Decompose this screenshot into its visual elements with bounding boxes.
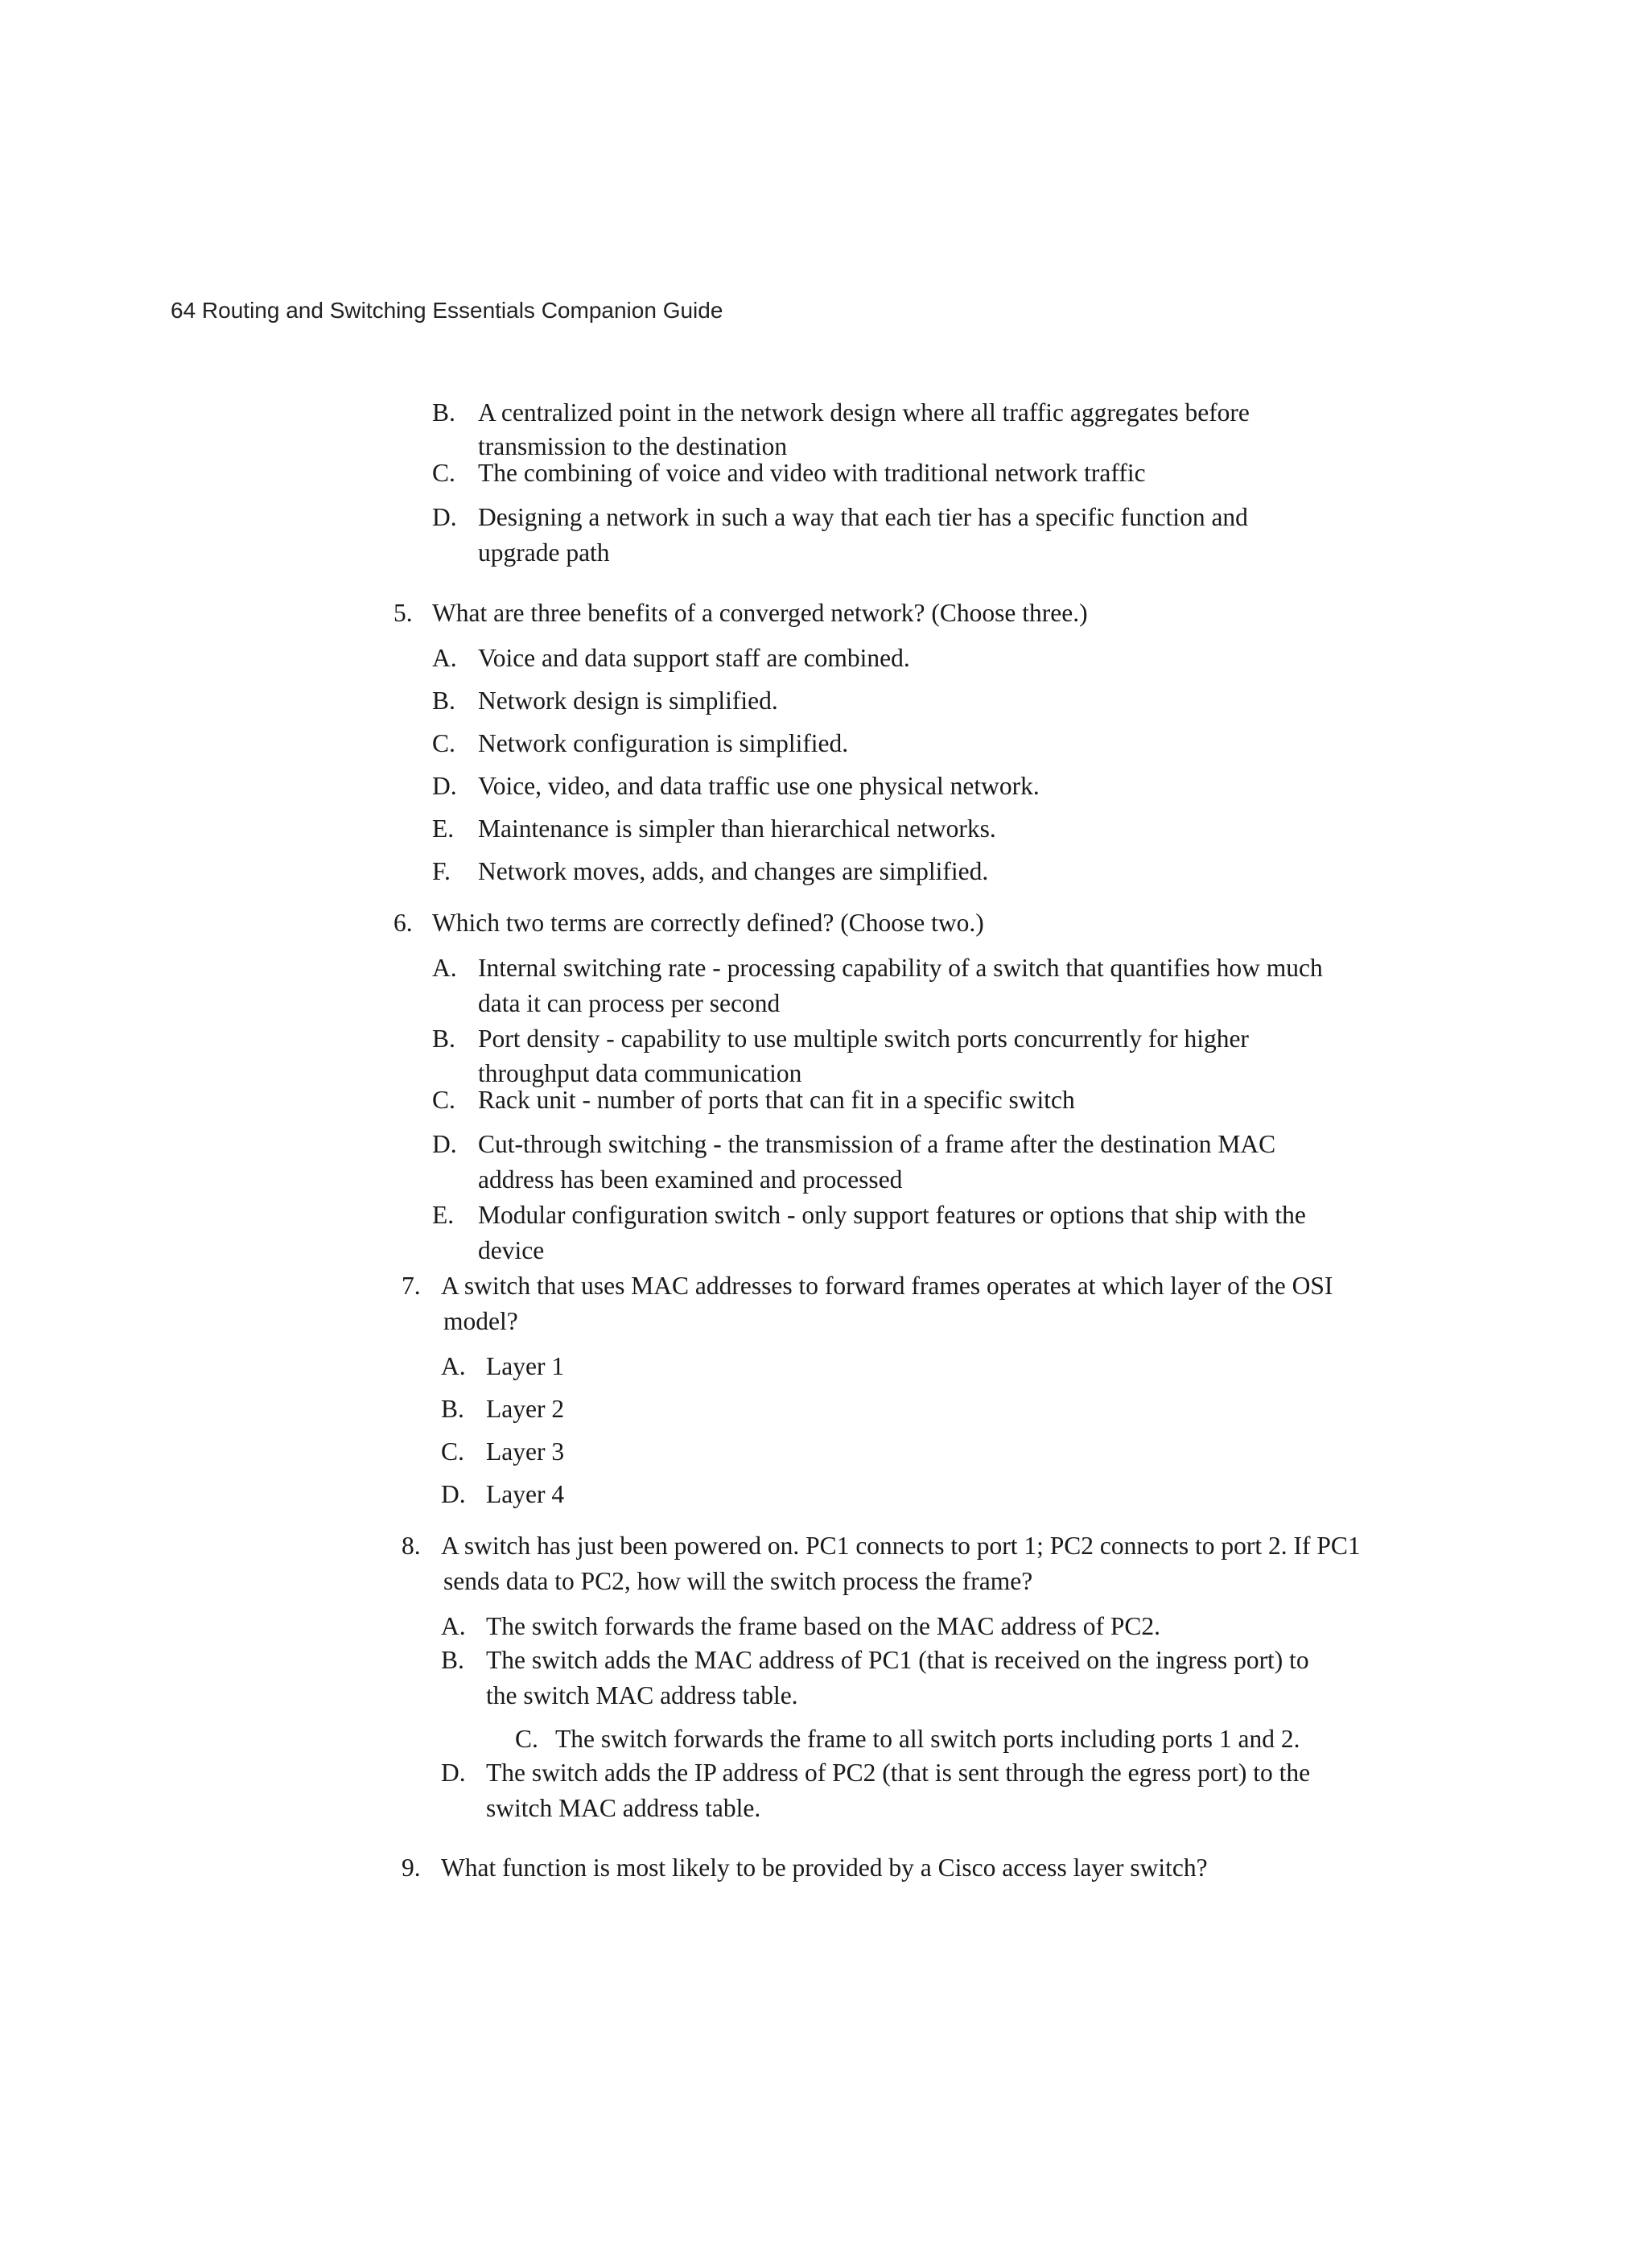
q6-option-a-line2: data it can process per second bbox=[478, 989, 781, 1017]
q6-option-c-letter: C. bbox=[432, 1086, 455, 1114]
q7-option-b-letter: B. bbox=[441, 1395, 464, 1423]
q6-option-a-line1: Internal switching rate - processing capability of a switch that quantifies how much bbox=[478, 954, 1323, 982]
q4-option-b-letter: B. bbox=[432, 398, 455, 427]
q5-option-c-text: Network configuration is simplified. bbox=[478, 729, 849, 757]
q5-option-e-text: Maintenance is simpler than hierarchical networks. bbox=[478, 814, 996, 843]
q7-option-a-text: Layer 1 bbox=[486, 1352, 565, 1380]
q7-question-line2: model? bbox=[443, 1307, 518, 1335]
q8-option-d-line2: switch MAC address table. bbox=[486, 1794, 761, 1822]
q5-option-d-text: Voice, video, and data traffic use one physical network. bbox=[478, 772, 1040, 800]
q7-option-c-letter: C. bbox=[441, 1437, 464, 1466]
q6-question: Which two terms are correctly defined? (Choose two.) bbox=[432, 909, 984, 937]
q4-option-d-line2: upgrade path bbox=[478, 538, 610, 567]
q4-option-b-line1: A centralized point in the network design where all traffic aggregates before bbox=[478, 398, 1250, 427]
q8-question-line2: sends data to PC2, how will the switch process the frame? bbox=[443, 1567, 1033, 1595]
q6-option-e-line1: Modular configuration switch - only support features or options that ship with the bbox=[478, 1201, 1306, 1229]
q7-option-a-letter: A. bbox=[441, 1352, 466, 1380]
q6-option-a-letter: A. bbox=[432, 954, 457, 982]
q6-option-d-line2: address has been examined and processed bbox=[478, 1165, 903, 1194]
q9-number: 9. bbox=[402, 1854, 421, 1882]
q4-option-d-line1: Designing a network in such a way that each tier has a specific function and bbox=[478, 503, 1248, 531]
q6-option-c-text: Rack unit - number of ports that can fit in a specific switch bbox=[478, 1086, 1075, 1114]
q8-option-a-letter: A. bbox=[441, 1612, 466, 1640]
q8-option-b-line1: The switch adds the MAC address of PC1 (that is received on the ingress port) to bbox=[486, 1646, 1309, 1674]
q8-option-c-letter: C. bbox=[515, 1725, 538, 1753]
q7-option-c-text: Layer 3 bbox=[486, 1437, 565, 1466]
q4-option-d-letter: D. bbox=[432, 503, 457, 531]
q7-option-d-letter: D. bbox=[441, 1480, 466, 1508]
q5-option-b-text: Network design is simplified. bbox=[478, 687, 778, 715]
q6-number: 6. bbox=[393, 909, 413, 937]
q4-option-b-line2: transmission to the destination bbox=[478, 432, 788, 460]
q5-option-a-text: Voice and data support staff are combined. bbox=[478, 644, 910, 672]
q4-option-c-text: The combining of voice and video with traditional network traffic bbox=[478, 459, 1146, 487]
q6-option-e-letter: E. bbox=[432, 1201, 455, 1229]
q6-option-d-line1: Cut-through switching - the transmission of a frame after the destination MAC bbox=[478, 1130, 1276, 1158]
q5-option-f-text: Network moves, adds, and changes are simplified. bbox=[478, 857, 989, 885]
q5-option-d-letter: D. bbox=[432, 772, 457, 800]
q8-option-d-line1: The switch adds the IP address of PC2 (that is sent through the egress port) to the bbox=[486, 1759, 1311, 1787]
q6-option-b-line1: Port density - capability to use multiple switch ports concurrently for higher bbox=[478, 1025, 1249, 1053]
q5-question: What are three benefits of a converged network? (Choose three.) bbox=[432, 599, 1088, 627]
q8-option-c-text: The switch forwards the frame to all switch ports including ports 1 and 2. bbox=[555, 1725, 1300, 1753]
q9-question: What function is most likely to be provided by a Cisco access layer switch? bbox=[441, 1854, 1208, 1882]
q7-option-b-text: Layer 2 bbox=[486, 1395, 565, 1423]
q5-option-e-letter: E. bbox=[432, 814, 455, 843]
running-head: 64 Routing and Switching Essentials Companion Guide bbox=[171, 298, 723, 323]
q8-question-line1: A switch has just been powered on. PC1 connects to port 1; PC2 connects to port 2. If PC1 bbox=[441, 1532, 1361, 1560]
q7-question-line1: A switch that uses MAC addresses to forward frames operates at which layer of the OSI bbox=[441, 1272, 1333, 1300]
q6-option-d-letter: D. bbox=[432, 1130, 457, 1158]
q8-option-d-letter: D. bbox=[441, 1759, 466, 1787]
q5-option-f-letter: F. bbox=[432, 857, 451, 885]
q6-option-b-line2: throughput data communication bbox=[478, 1059, 802, 1087]
q5-option-c-letter: C. bbox=[432, 729, 455, 757]
q6-option-e-line2: device bbox=[478, 1236, 545, 1264]
q5-option-a-letter: A. bbox=[432, 644, 457, 672]
q5-number: 5. bbox=[393, 599, 413, 627]
q7-number: 7. bbox=[402, 1272, 421, 1300]
q4-option-c-letter: C. bbox=[432, 459, 455, 487]
q8-option-a-text: The switch forwards the frame based on the MAC address of PC2. bbox=[486, 1612, 1161, 1640]
q8-option-b-letter: B. bbox=[441, 1646, 464, 1674]
q8-option-b-line2: the switch MAC address table. bbox=[486, 1681, 798, 1709]
q6-option-b-letter: B. bbox=[432, 1025, 455, 1053]
q7-option-d-text: Layer 4 bbox=[486, 1480, 565, 1508]
q5-option-b-letter: B. bbox=[432, 687, 455, 715]
q8-number: 8. bbox=[402, 1532, 421, 1560]
